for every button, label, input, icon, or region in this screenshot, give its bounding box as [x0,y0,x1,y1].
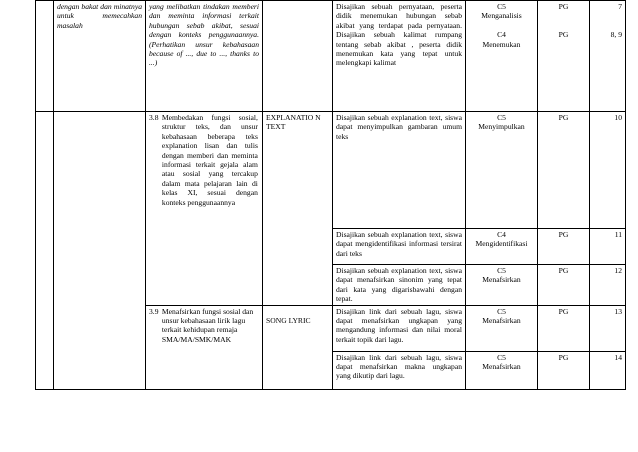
number-cell: 12 [590,265,626,306]
material-cell [263,1,333,112]
kd-number: 3.8 [149,113,159,122]
form-value: PG [558,2,569,11]
number-cell: 14 [590,351,626,389]
kd-text: Menafsirkan fungsi sosial dan unsur kebahasaan lirik lagu terkait kehidupan remaja SMA/MA/SMK/MAK [161,306,254,344]
number-cell: 13 [590,305,626,351]
form-cell [538,1,590,112]
level-code: C5 [497,266,506,275]
level-code: C5 [497,352,506,362]
indicator-cell: Disajikan sebuah explanation text, siswa dapat mengidentifikasi informasi tersirat dari teks [333,229,466,265]
level-name: Mengidentifikasi [475,239,528,249]
table-row [36,112,626,229]
level-name: Menafsirkan [482,316,521,326]
level-cell [466,351,538,389]
indicator-cell: Disajikan link dari sebuah lagu, siswa dapat menafsirkan makna ungkapan yang dikutip dari lagu. [333,351,466,389]
level-name: Menemukan [482,39,521,49]
level-code: C4 [497,230,506,239]
spacer [593,21,622,30]
spacer [541,11,586,20]
indicator-cell: Disajikan sebuah pernyataan, peserta didik menemukan hubungan sebab akibat yang terdapat pada pernyataan. Disajikan sebuah kalimat rumpang tentang sebab akibat , peserta didik menemukan kata yang tepat untuk melengkapi kalimat [333,1,466,112]
kd-sub-cell: yang melibatkan tindakan memberi dan meminta informasi terkait hubungan sebab akibat, sesuai dengan konteks penggunaannya. (Perhatikan unsur kebahasaan because of ..., due to ..., thanks to ...) [146,1,263,112]
level-name: Menyimpulkan [478,122,525,132]
row-index-cell [36,1,54,112]
form-cell: PG [538,265,590,306]
spacer [469,21,534,30]
row-index-cell [36,112,54,390]
number-value: 8, 9 [610,30,622,40]
level-name: Menganalisis [481,11,522,21]
spacer [593,11,622,20]
form-cell: PG [538,305,590,351]
form-cell: PG [538,351,590,389]
number-value: 7 [618,2,622,11]
level-name: Menafsirkan [482,275,521,285]
number-cell [590,1,626,112]
level-cell [466,229,538,265]
number-cell: 10 [590,112,626,229]
indicator-cell: Disajikan sebuah explanation text, siswa dapat menyimpulkan gambaran umum teks [333,112,466,229]
kisi-kisi-table [35,0,626,390]
spacer [541,21,586,30]
kd-cont-cell: dengan bakat dan minatnya untuk memecahkan masalah [54,1,146,112]
form-cell: PG [538,112,590,229]
level-code: C5 [497,306,506,316]
level-code: C5 [497,2,506,11]
kd-cont-cell [54,112,146,390]
level-code: C4 [497,30,506,40]
level-cell [466,305,538,351]
level-cell [466,265,538,306]
level-name: Menafsirkan [482,362,521,372]
kd39-cell [146,305,263,389]
level-code: C5 [497,113,506,122]
kd-text: Membedakan fungsi sosial, struktur teks, dan unsur kebahasaan beberapa teks explanation lisan dan tulis dengan memberi dan meminta informasi terkait gejala alam atau sosial yang tercakup dalam mata pelajaran lain di kelas XI, sesuai dengan konteks penggunaannya [161,113,258,207]
form-cell: PG [538,229,590,265]
number-cell: 11 [590,229,626,265]
level-cell [466,112,538,229]
indicator-cell: Disajikan link dari sebuah lagu, siswa dapat menafsirkan ungkapan yang mengandung informasi dan nilai moral terkait topik dari lagu. [333,305,466,351]
indicator-cell: Disajikan sebuah explanation text, siswa dapat menafsirkan sinonim yang tepat dari kata yang digarisbawahi dengan tepat. [333,265,466,306]
material-cell: SONG LYRIC [263,305,333,389]
kd38-cell [146,112,263,306]
kd-number: 3.9 [149,306,159,316]
table-row [36,1,626,112]
level-cell [466,1,538,112]
material-cell: EXPLANATIO N TEXT [263,112,333,306]
form-value: PG [558,30,569,40]
